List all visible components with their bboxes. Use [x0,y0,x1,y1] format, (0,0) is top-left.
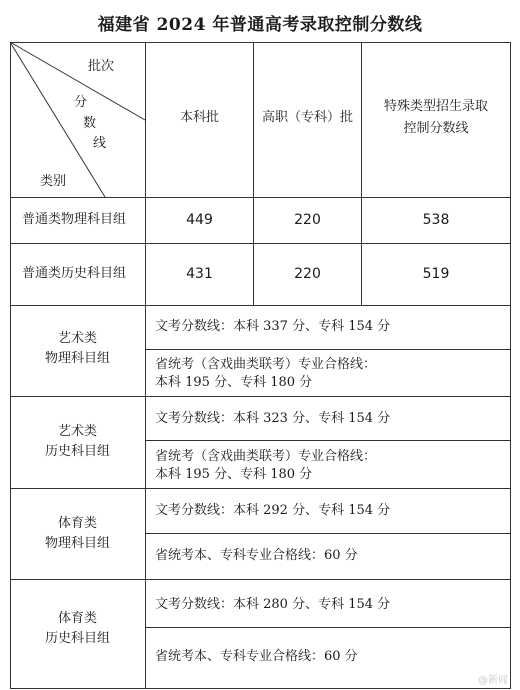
art-history-category-line1: 艺术类 [57,424,97,439]
col-header-special-line1: 特殊类型招生录取 [383,99,488,114]
sports-physics-prof-line: 省统考本、专科专业合格线：60 分 [155,548,358,563]
art-physics-category-line1: 艺术类 [57,331,97,346]
page-title: 福建省 2024 年普通高考录取控制分数线 [97,15,423,35]
art-history-prof-line2: 本科 195 分、专科 180 分 [155,467,313,482]
sports-history-culture-line: 文考分数线：本科 280 分、专科 154 分 [155,597,391,612]
diag-batch-label: 批次 [88,59,115,74]
art-physics-prof-line2: 本科 195 分、专科 180 分 [155,375,313,390]
row-physics-category: 普通类物理科目组 [22,212,127,227]
row-physics-special: 538 [422,212,450,228]
art-history-culture-line: 文考分数线：本科 323 分、专科 154 分 [155,411,391,426]
art-history-category-line2: 历史科目组 [44,444,110,459]
col-header-vocational: 高职（专科）批 [261,110,353,125]
row-history-special: 519 [422,266,450,282]
row-physics-vocational: 220 [294,212,321,228]
sports-history-category-line1: 体育类 [57,611,97,626]
row-history-bachelor: 431 [186,266,213,282]
sports-physics-category-line2: 物理科目组 [44,536,110,551]
col-header-special-line2: 控制分数线 [403,121,469,136]
diag-score-label-3: 线 [93,136,107,151]
art-physics-prof-line1: 省统考（含戏曲类联考）专业合格线： [155,357,377,372]
row-history-category: 普通类历史科目组 [22,266,127,281]
diag-score-label-1: 分 [74,95,88,110]
art-physics-category-line2: 物理科目组 [44,351,110,366]
row-history-vocational: 220 [294,266,321,282]
watermark: @新闻 [478,675,508,686]
sports-physics-culture-line: 文考分数线：本科 292 分、专科 154 分 [155,503,391,518]
art-history-prof-line1: 省统考（含戏曲类联考）专业合格线： [155,449,377,464]
row-physics-bachelor: 449 [186,212,213,228]
sports-history-prof-line: 省统考本、专科专业合格线：60 分 [155,649,358,664]
diag-category-label: 类别 [40,174,67,189]
sports-history-category-line2: 历史科目组 [44,631,110,646]
col-header-bachelor: 本科批 [179,110,219,125]
sports-physics-category-line1: 体育类 [57,516,97,531]
art-physics-culture-line: 文考分数线：本科 337 分、专科 154 分 [155,319,391,334]
diag-score-label-2: 数 [83,116,97,131]
